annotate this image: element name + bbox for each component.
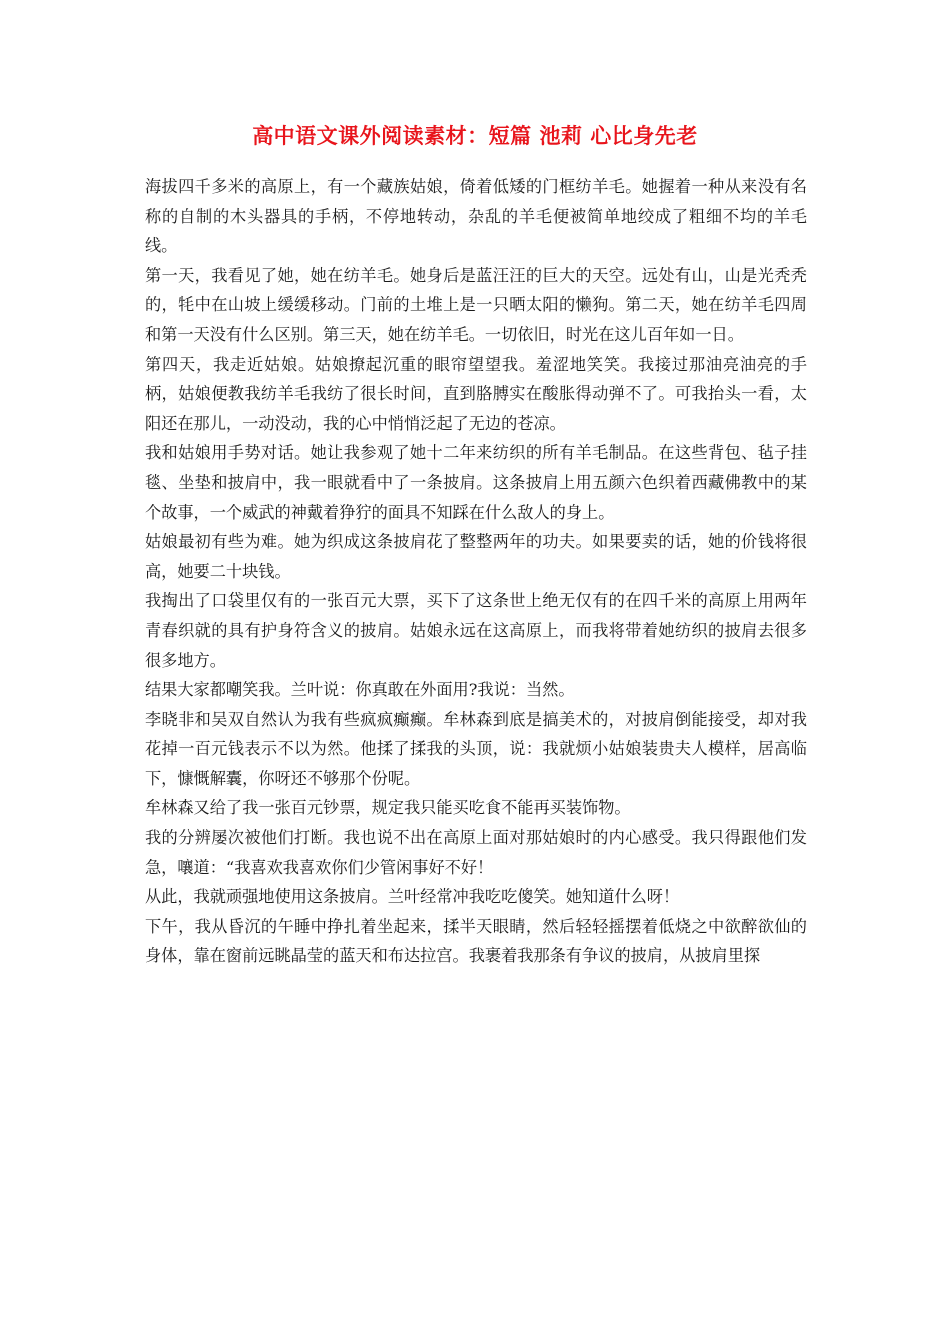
document-body — [145, 172, 807, 971]
paragraph-11: 从此，我就顽强地使用这条披肩。兰叶经常冲我吃吃傻笑。她知道什么呀！ — [145, 887, 680, 907]
paragraph-2: 第一天，我看见了她，她在纺羊毛。她身后是蓝汪汪的巨大的天空。远处有山，山是光秃秃的，牦中在山坡上缓缓移动。门前的土堆上是一只晒太阳的懒狗。第二天，她在纺羊毛四周和第一天没有什么区别。第三天，她在纺羊毛。一切依旧，时光在这儿百年如一日。 — [145, 265, 807, 344]
paragraph-1: 海拔四千多米的高原上，有一个藏族姑娘，倚着低矮的门框纺羊毛。她握着一种从来没有名称的自制的木头器具的手柄，不停地转动，杂乱的羊毛便被简单地绞成了粗细不均的羊毛线。 — [145, 177, 807, 256]
paragraph-12: 下午，我从昏沉的午睡中挣扎着坐起来，揉半天眼睛，然后轻轻摇摆着低烧之中欲醉欲仙的身体，靠在窗前远眺晶莹的蓝天和布达拉宫。我裹着我那条有争议的披肩，从披肩里探 — [145, 916, 807, 966]
paragraph-10: 我的分辨屡次被他们打断。我也说不出在高原上面对那姑娘时的内心感受。我只得跟他们发急，嚷道：“我喜欢我喜欢你们少管闲事好不好！ — [145, 828, 807, 877]
paragraph-8: 李晓非和吴双自然认为我有些疯疯癫癫。牟林森到底是搞美术的，对披肩倒能接受，却对我花掉一百元钱表示不以为然。他揉了揉我的头顶，说：我就烦小姑娘装贵夫人模样，居高临下，慷慨解囊，你呀还不够那个份呢。 — [145, 709, 807, 788]
paragraph-6: 我掏出了口袋里仅有的一张百元大票，买下了这条世上绝无仅有的在四千米的高原上用两年青春织就的具有护身符含义的披肩。姑娘永远在这高原上，而我将带着她纺织的披肩去很多很多地方。 — [145, 591, 807, 670]
paragraph-4: 我和姑娘用手势对话。她让我参观了她十二年来纺织的所有羊毛制品。在这些背包、毡子挂毯、坐垫和披肩中，我一眼就看中了一条披肩。这条披肩上用五颜六色织着西藏佛教中的某个故事，一个威武的神戴着狰狞的面具不知踩在什么敌人的身上。 — [145, 443, 807, 522]
paragraph-9: 牟林森又给了我一张百元钞票，规定我只能买吃食不能再买装饰物。 — [145, 798, 631, 818]
paragraph-7: 结果大家都嘲笑我。兰叶说：你真敢在外面用?我说：当然。 — [145, 680, 575, 700]
paragraph-5: 姑娘最初有些为难。她为织成这条披肩花了整整两年的功夫。如果要卖的话，她的价钱将很高，她要二十块钱。 — [145, 532, 807, 581]
document-title: 高中语文课外阅读素材：短篇 池莉 心比身先老 — [252, 124, 698, 148]
paragraph-3: 第四天，我走近姑娘。姑娘撩起沉重的眼帘望望我。羞涩地笑笑。我接过那油亮油亮的手柄，姑娘便教我纺羊毛我纺了很长时间，直到胳膊实在酸胀得动弹不了。可我抬头一看，太阳还在那儿，一动没动，我的心中悄悄泛起了无边的苍凉。 — [145, 354, 807, 433]
